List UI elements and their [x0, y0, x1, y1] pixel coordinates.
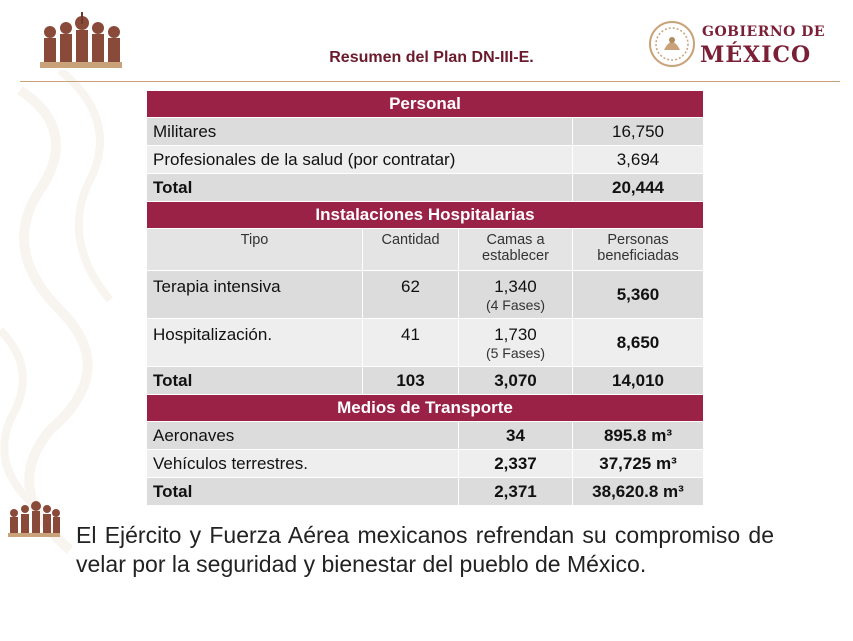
row-personas: 8,650 — [573, 319, 704, 367]
column-header-personas: Personas beneficiadas — [573, 229, 704, 271]
column-header-row — [147, 229, 704, 271]
row-value: 16,750 — [573, 118, 704, 146]
gobierno-mexico-logo — [648, 18, 838, 78]
total-cantidad: 2,371 — [459, 478, 573, 506]
table-row — [147, 422, 704, 450]
total-label: Total — [147, 174, 573, 202]
table-row — [147, 118, 704, 146]
row-label: Aeronaves — [147, 422, 459, 450]
camas-value: 1,340 — [494, 277, 537, 296]
total-row — [147, 478, 704, 506]
row-tipo: Terapia intensiva — [147, 271, 363, 319]
row-tipo: Hospitalización. — [147, 319, 363, 367]
column-header-tipo: Tipo — [147, 229, 363, 271]
row-cantidad: 62 — [363, 271, 459, 319]
total-label: Total — [147, 367, 363, 395]
row-cantidad: 2,337 — [459, 450, 573, 478]
section-header-hospital: Instalaciones Hospitalarias — [147, 202, 704, 229]
fases-note: (4 Fases) — [485, 297, 546, 313]
table-row — [147, 319, 704, 367]
row-camas — [459, 319, 573, 367]
header-divider — [20, 81, 840, 82]
section-header-transporte: Medios de Transporte — [147, 395, 704, 422]
total-label: Total — [147, 478, 459, 506]
gov-title-line1: GOBIERNO DE — [702, 24, 826, 40]
table-row — [147, 146, 704, 174]
row-camas — [459, 271, 573, 319]
summary-table — [146, 90, 704, 506]
row-value: 3,694 — [573, 146, 704, 174]
total-row — [147, 367, 704, 395]
decorative-pattern — [0, 70, 150, 570]
total-row — [147, 174, 704, 202]
row-personas: 5,360 — [573, 271, 704, 319]
footer-statement: El Ejército y Fuerza Aérea mexicanos refrendan su compromiso de velar por la seguridad y bienestar del pueblo de México. — [76, 522, 774, 577]
table-row — [147, 271, 704, 319]
national-seal-icon — [648, 20, 696, 68]
page-title: Resumen del Plan DN-III-E. — [329, 49, 534, 66]
column-header-camas: Camas a establecer — [459, 229, 573, 271]
heroes-small-logo-icon — [6, 497, 62, 541]
camas-value: 1,730 — [494, 325, 537, 344]
row-volumen: 37,725 m³ — [573, 450, 704, 478]
row-volumen: 895.8 m³ — [573, 422, 704, 450]
total-camas: 3,070 — [459, 367, 573, 395]
total-cantidad: 103 — [363, 367, 459, 395]
column-header-cantidad: Cantidad — [363, 229, 459, 271]
total-personas: 14,010 — [573, 367, 704, 395]
row-label: Vehículos terrestres. — [147, 450, 459, 478]
total-volumen: 38,620.8 m³ — [573, 478, 704, 506]
section-header-personal: Personal — [147, 91, 704, 118]
table-row — [147, 450, 704, 478]
row-label: Profesionales de la salud (por contratar) — [147, 146, 573, 174]
row-cantidad: 34 — [459, 422, 573, 450]
row-label: Militares — [147, 118, 573, 146]
fases-note: (5 Fases) — [485, 345, 546, 361]
total-value: 20,444 — [573, 174, 704, 202]
row-cantidad: 41 — [363, 319, 459, 367]
gov-title-line2: MÉXICO — [700, 42, 812, 68]
